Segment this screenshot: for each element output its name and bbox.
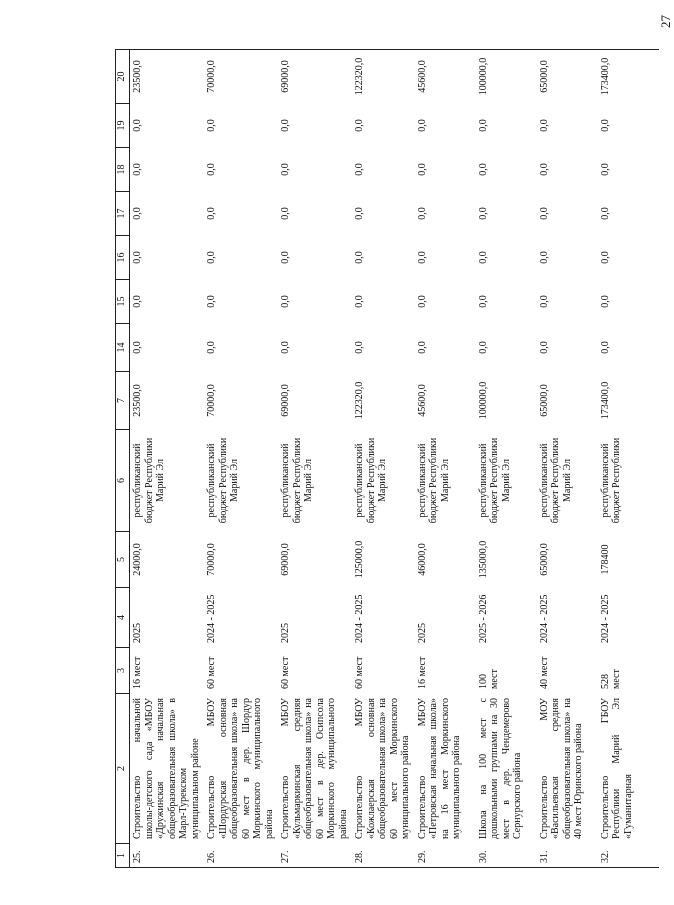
column-header: 5 — [116, 532, 130, 588]
value-col-16-cell: 0,0 — [416, 251, 428, 264]
capacity-cell: 60 мест — [354, 656, 365, 689]
value-col-16-cell: 0,0 — [280, 251, 291, 264]
column-header: 2 — [116, 694, 130, 844]
period-cell: 2024 - 2025 — [538, 594, 550, 643]
funding-source-cell: республиканский бюджет Республики Марий Эл — [416, 437, 451, 524]
table-row — [130, 50, 205, 868]
column-header: 16 — [116, 236, 130, 280]
period-cell: 2025 — [416, 623, 428, 643]
column-header: 15 — [116, 280, 130, 324]
period-cell: 2024 - 2025 — [599, 594, 611, 643]
estimated-cost-cell: 24000,0 — [132, 543, 143, 576]
total-funding-cell: 23500,0 — [132, 384, 143, 417]
object-name-cell: Строительство МБОУ «Кожлаерская основная общеобразовательная школа» на 60 мест Моркинского муниципального района — [354, 698, 411, 839]
rotated-table-container — [115, 50, 634, 868]
value-col-14-cell: 0,0 — [477, 341, 489, 354]
table-row — [352, 50, 415, 868]
estimated-cost-cell: 178400 — [599, 544, 611, 575]
value-col-17-cell: 0,0 — [280, 207, 291, 220]
row-number-cell: 26. — [204, 844, 278, 868]
period-cell: 2025 - 2026 — [477, 594, 489, 643]
total-funding-cell: 45600,0 — [416, 384, 428, 417]
value-col-16-cell: 0,0 — [354, 251, 365, 264]
value-col-20-cell: 173400,0 — [598, 50, 659, 104]
row-number-cell: 28. — [352, 844, 415, 868]
estimated-cost-cell: 46000,0 — [416, 543, 428, 576]
value-col-19-cell: 0,0 — [354, 119, 365, 132]
column-header: 18 — [116, 148, 130, 192]
total-funding-cell: 122320,0 — [354, 381, 365, 420]
value-col-19-cell: 0,0 — [477, 119, 489, 132]
total-funding-cell: 100000,0 — [477, 381, 489, 420]
estimated-cost-cell: 135000,0 — [477, 540, 489, 579]
funding-source-cell: республиканский бюджет Республики Марий Эл — [206, 437, 240, 524]
object-name-cell: Строительство МОУ «Васильевская средняя общеобразовательная школа» на 40 мест Юринского района — [538, 698, 584, 839]
table-row — [204, 50, 278, 868]
value-col-15-cell: 0,0 — [354, 295, 365, 308]
value-col-19-cell: 0,0 — [280, 119, 291, 132]
object-name-cell: Строительство МБОУ «Шордурская основная общеобразовательная школа» на 60 мест в дер. Шордур Моркинского муниципального района — [206, 698, 275, 839]
value-col-18-cell: 0,0 — [477, 163, 489, 176]
object-name-cell: Школа на 100 мест с дошкольными группами на 30 мест в дер. Чендемерово Сернурского района — [477, 698, 523, 839]
funding-source-cell: республиканский бюджет Республики Марий Эл — [538, 437, 573, 524]
column-header: 14 — [116, 324, 130, 372]
capacity-cell: 528 мест — [599, 669, 622, 689]
value-col-15-cell: 0,0 — [206, 295, 217, 308]
value-col-17-cell: 0,0 — [206, 207, 217, 220]
capacity-cell: 40 мест — [538, 656, 550, 689]
value-col-17-cell: 0,0 — [477, 207, 489, 220]
value-col-16-cell: 0,0 — [132, 251, 143, 264]
table-row — [415, 50, 476, 868]
column-header: 3 — [116, 648, 130, 694]
value-col-16-cell: 0,0 — [599, 251, 611, 264]
total-funding-cell: 65000,0 — [538, 384, 550, 417]
estimated-cost-cell: 69000,0 — [280, 543, 291, 576]
value-col-17-cell: 0,0 — [354, 207, 365, 220]
value-col-15-cell: 0,0 — [538, 295, 550, 308]
value-col-19-cell: 0,0 — [416, 119, 428, 132]
value-col-14-cell: 0,0 — [538, 341, 550, 354]
value-col-18-cell: 0,0 — [132, 163, 143, 176]
header-row — [116, 50, 130, 868]
period-cell: 2025 — [280, 623, 291, 643]
value-col-17-cell: 0,0 — [132, 207, 143, 220]
estimated-cost-cell: 125000,0 — [354, 540, 365, 579]
estimated-cost-cell: 70000,0 — [206, 543, 217, 576]
value-col-16-cell: 0,0 — [206, 251, 217, 264]
capacity-cell: 16 мест — [132, 656, 143, 689]
row-number-cell: 29. — [415, 844, 476, 868]
table-row — [476, 50, 537, 868]
funding-source-cell: республиканский бюджет Республики Марий Эл — [354, 437, 388, 524]
value-col-15-cell: 0,0 — [416, 295, 428, 308]
capacity-cell: 60 мест — [280, 656, 291, 689]
value-col-14-cell: 0,0 — [416, 341, 428, 354]
value-col-18-cell: 0,0 — [416, 163, 428, 176]
value-col-18-cell: 0,0 — [599, 163, 611, 176]
value-col-15-cell: 0,0 — [132, 295, 143, 308]
row-number-cell: 31. — [537, 844, 598, 868]
table-row — [598, 50, 659, 868]
value-col-19-cell: 0,0 — [206, 119, 217, 132]
table-row — [537, 50, 598, 868]
column-header: 20 — [116, 50, 130, 104]
row-number-cell: 25. — [130, 844, 205, 868]
value-col-20-cell: 100000,0 — [476, 50, 537, 104]
total-funding-cell: 69000,0 — [280, 384, 291, 417]
value-col-17-cell: 0,0 — [538, 207, 550, 220]
value-col-14-cell: 0,0 — [599, 341, 611, 354]
column-header: 6 — [116, 430, 130, 532]
column-header: 19 — [116, 104, 130, 148]
value-col-15-cell: 0,0 — [280, 295, 291, 308]
funding-source-cell: республиканский бюджет Республики Марий Эл — [132, 437, 166, 524]
funding-source-cell: республиканский бюджет Республики — [599, 437, 622, 524]
table-body — [130, 50, 659, 868]
object-name-cell: Строительство ГБОУ Республики Марий Эл «Гуманитарная — [599, 698, 634, 839]
page-number: 27 — [658, 15, 673, 28]
value-col-16-cell: 0,0 — [538, 251, 550, 264]
total-funding-cell: 173400,0 — [599, 381, 611, 420]
object-name-cell: Строительство МБОУ «Петровская начальная школа» на 16 мест Моркинского муниципального района — [416, 698, 462, 839]
row-number-cell: 30. — [476, 844, 537, 868]
value-col-18-cell: 0,0 — [206, 163, 217, 176]
value-col-20-cell: 45600,0 — [415, 50, 476, 104]
value-col-16-cell: 0,0 — [477, 251, 489, 264]
estimated-cost-cell: 65000,0 — [538, 543, 550, 576]
value-col-15-cell: 0,0 — [599, 295, 611, 308]
period-cell: 2024 - 2025 — [206, 594, 217, 643]
value-col-14-cell: 0,0 — [132, 341, 143, 354]
total-funding-cell: 70000,0 — [206, 384, 217, 417]
value-col-14-cell: 0,0 — [280, 341, 291, 354]
value-col-15-cell: 0,0 — [477, 295, 489, 308]
column-header: 1 — [116, 844, 130, 868]
capacity-cell: 60 мест — [206, 656, 217, 689]
period-cell: 2025 — [132, 623, 143, 643]
capacity-cell: 16 мест — [416, 656, 428, 689]
value-col-19-cell: 0,0 — [599, 119, 611, 132]
capacity-cell: 100 мест — [477, 669, 500, 689]
value-col-20-cell: 122320,0 — [352, 50, 415, 104]
budget-table — [115, 49, 659, 868]
value-col-19-cell: 0,0 — [538, 119, 550, 132]
value-col-20-cell: 69000,0 — [278, 50, 352, 104]
value-col-20-cell: 65000,0 — [537, 50, 598, 104]
value-col-14-cell: 0,0 — [354, 341, 365, 354]
value-col-20-cell: 23500,0 — [130, 50, 205, 104]
column-header: 7 — [116, 372, 130, 430]
value-col-17-cell: 0,0 — [599, 207, 611, 220]
table-row — [278, 50, 352, 868]
funding-source-cell: республиканский бюджет Республики Марий Эл — [477, 437, 512, 524]
object-name-cell: Строительство МБОУ «Кульмаркинская средняя общеобразовательная школа» на 60 мест в дер. Осипсола Моркинского муниципального района — [280, 698, 349, 839]
row-number-cell: 32. — [598, 844, 659, 868]
value-col-18-cell: 0,0 — [354, 163, 365, 176]
value-col-20-cell: 70000,0 — [204, 50, 278, 104]
value-col-17-cell: 0,0 — [416, 207, 428, 220]
value-col-18-cell: 0,0 — [538, 163, 550, 176]
column-header: 4 — [116, 588, 130, 648]
period-cell: 2024 - 2025 — [354, 594, 365, 643]
value-col-14-cell: 0,0 — [206, 341, 217, 354]
object-name-cell: Строительство начальной школы-детского сада «МБОУ «Дружинская начальная общеобразовательная школа» в Марл-Турекском муниципальном районе — [132, 698, 201, 839]
column-header: 17 — [116, 192, 130, 236]
row-number-cell: 27. — [278, 844, 352, 868]
funding-source-cell: республиканский бюджет Республики Марий Эл — [280, 437, 314, 524]
value-col-19-cell: 0,0 — [132, 119, 143, 132]
value-col-18-cell: 0,0 — [280, 163, 291, 176]
